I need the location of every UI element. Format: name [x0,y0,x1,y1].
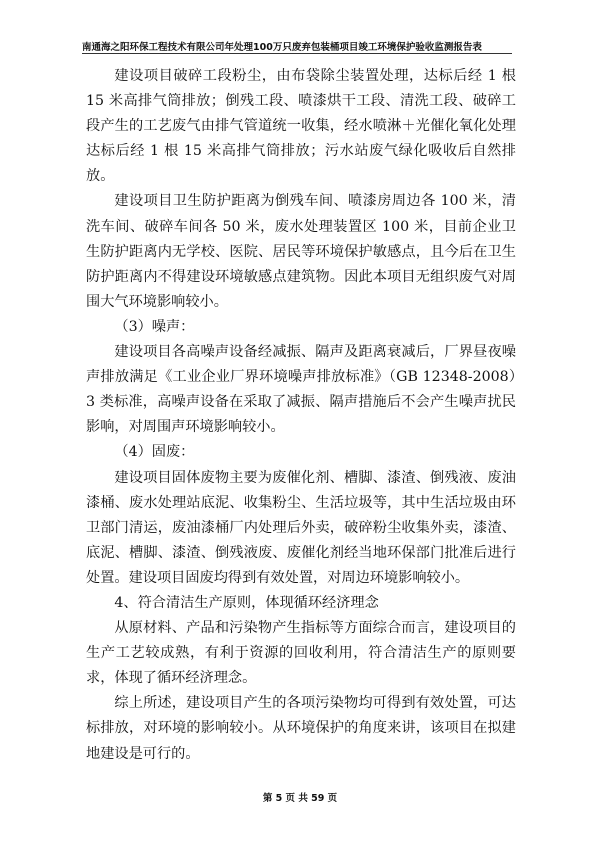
paragraph-clean-production: 从原材料、产品和污染物产生指标等方面综合而言，建设项目的生产工艺较成熟，有利于资源的回收利用，符合清洁生产的原则要求，体现了循环经济理念。 [86,620,516,687]
paragraph-conclusion: 综上所述，建设项目产生的各项污染物均可得到有效处置，可达标排放，对环境的影响较小。从环境保护的角度来讲，该项目在拟建地建设是可行的。 [86,695,516,762]
paragraph-protection-distance: 建设项目卫生防护距离为倒残车间、喷漆房周边各 100 米，清洗车间、破碎车间各 50 米，废水处理装置区 100 米，目前企业卫生防护距离内无学校、医院、居民等环境保护敏感点，且今后在卫生防护距离内不得建设环境敏感点建筑物。因此本项目无组织废气对周围大气环境影响较小。 [86,193,516,310]
report-header-title: 南通海之阳环保工程技术有限公司年处理100万只废弃包装桶项目竣工环境保护验收监测报告表 [82,42,482,53]
heading-noise: （3）噪声： [114,318,195,335]
paragraph-solid-waste: 建设项目固体废物主要为废催化剂、槽脚、漆渣、倒残液、废油漆桶、废水处理站底泥、收集粉尘、生活垃圾等，其中生活垃圾由环卫部门清运，废油漆桶厂内处理后外卖，破碎粉尘收集外卖，漆渣、底泥、槽脚、漆渣、倒残液废、废催化剂经当地环保部门批准后进行处置。建设项目固废均得到有效处置，对周边环境影响较小。 [86,469,516,586]
header-divider [82,53,512,54]
report-body [86,64,516,767]
paragraph-dust-emission: 建设项目破碎工段粉尘，由布袋除尘装置处理，达标后经 1 根 15 米高排气筒排放；倒残工段、喷漆烘干工段、清洗工段、破碎工段产生的工艺废气由排气管道统一收集，经水喷淋＋光催化氧化处理达标后经 1 根 15 米高排气筒排放；污水站废气绿化吸收后自然排放。 [86,68,516,185]
heading-clean-production: 4、符合清洁生产原则，体现循环经济理念 [114,594,379,611]
page-number: 第 5 页 共 59 页 [262,793,338,804]
heading-solid-waste: （4）固废： [114,444,195,461]
paragraph-noise: 建设项目各高噪声设备经减振、隔声及距离衰减后，厂界昼夜噪声排放满足《工业企业厂界环境噪声排放标准》（GB 12348-2008）3 类标准，高噪声设备在采取了减振、隔声措施后不会产生噪声扰民影响，对周围声环境影响较小。 [86,344,516,436]
